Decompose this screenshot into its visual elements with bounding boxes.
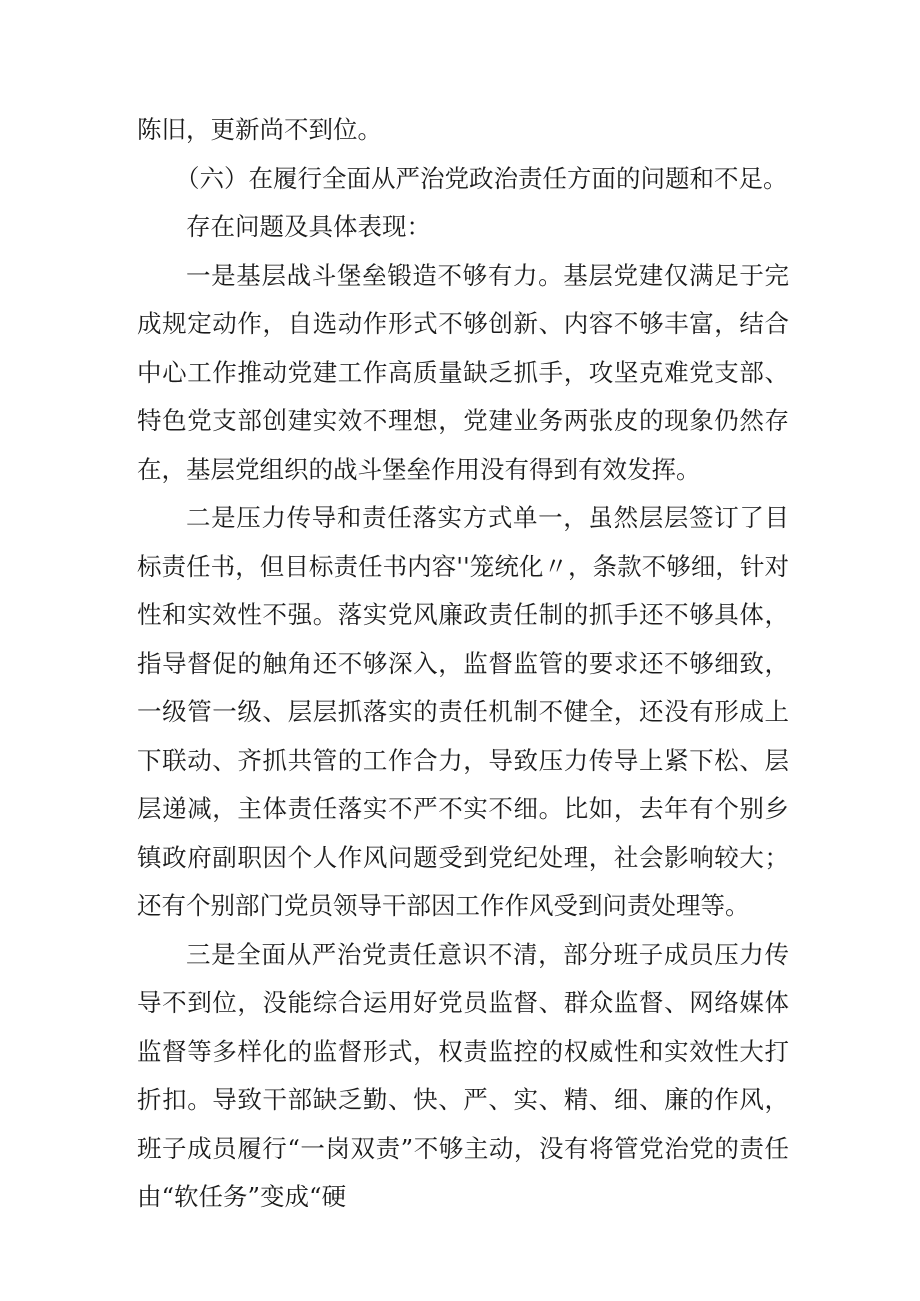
paragraph: 一是基层战斗堡垒锻造不够有力。基层党建仅满足于完成规定动作，自选动作形式不够创新、内容不够丰富，结合中心工作推动党建工作高质量缺乏抓手，攻坚克难党支部、特色党支部创建实效不理想，党建业务两张皮的现象仍然存在，基层党组织的战斗堡垒作用没有得到有效发挥。 xyxy=(137,260,789,484)
paragraph-continuation: 陈旧，更新尚不到位。 xyxy=(137,115,382,144)
section-heading: （六）在履行全面从严治党政治责任方面的问题和不足。 xyxy=(175,163,788,193)
subheading: 存在问题及具体表现： xyxy=(186,212,431,241)
document-body xyxy=(137,106,789,1222)
paragraph: 三是全面从严治党责任意识不清，部分班子成员压力传导不到位，没能综合运用好党员监督、群众监督、网络媒体监督等多样化的监督形式，权责监控的权威性和实效性大打折扣。导致干部缺乏勤、快、严、实、精、细、廉的作风，班子成员履行“一岗双责”不够主动，没有将管党治党的责任由“软任务”变成“硬 xyxy=(137,939,789,1211)
paragraph: 二是压力传导和责任落实方式单一，虽然层层签订了目标责任书，但目标责任书内容''笼统化〃，条款不够细，针对性和实效性不强。落实党风廉政责任制的抓手还不够具体，指导督促的触角还不够深入，监督监管的要求还不够细致，一级管一级、层层抓落实的责任机制不健全，还没有形成上下联动、齐抓共管的工作合力，导致压力传导上紧下松、层层递减，主体责任落实不严不实不细。比如，去年有个别乡镇政府副职因个人作风问题受到党纪处理，社会影响较大；还有个别部门党员领导干部因工作作风受到问责处理等。 xyxy=(137,503,789,920)
